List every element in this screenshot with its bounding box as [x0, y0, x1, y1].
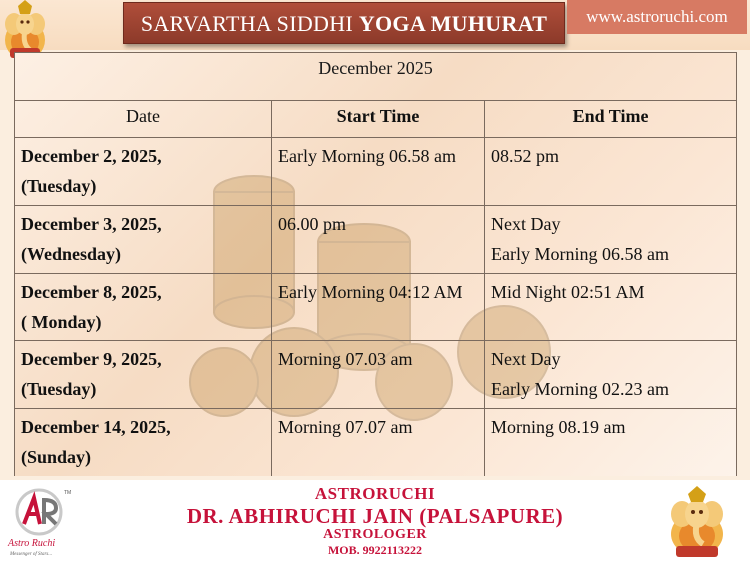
footer-role: ASTROLOGER: [323, 527, 427, 542]
weekday-line: (Tuesday): [21, 176, 97, 196]
logo-tagline: Messenger of Stars...: [10, 552, 53, 557]
end-cell: [485, 138, 737, 206]
date-cell: [15, 205, 272, 273]
end-time: 08.52 pm: [491, 146, 560, 166]
start-time: Early Morning 04:12 AM: [278, 281, 463, 302]
date-line: December 14, 2025,: [21, 417, 171, 438]
date-line: December 8, 2025,: [21, 281, 162, 302]
end-cell: [485, 205, 737, 273]
weekday-line: (Tuesday): [21, 379, 97, 400]
start-cell: [272, 273, 485, 341]
end-time-detail: Early Morning 06.58 am: [491, 243, 669, 264]
table-row: [15, 138, 737, 206]
end-time: Mid Night 02:51 AM: [491, 281, 645, 302]
column-header-end: End Time: [485, 101, 737, 138]
date-cell: [15, 273, 272, 341]
date-line: December 9, 2025,: [21, 349, 162, 370]
start-time: Morning 07.07 am: [278, 417, 413, 438]
date-line: December 3, 2025,: [21, 213, 162, 234]
start-cell: [272, 138, 485, 206]
end-cell: [485, 273, 737, 341]
muhurat-panel: [14, 52, 737, 476]
start-cell: [272, 409, 485, 476]
end-time: Morning 08.19 am: [491, 417, 626, 438]
trademark-mark: TM: [64, 490, 72, 496]
end-time: Next Day: [491, 213, 561, 234]
weekday-line: ( Monday): [21, 311, 102, 332]
column-header-start: Start Time: [272, 101, 485, 138]
month-heading: December 2025: [15, 53, 737, 101]
page-title: [123, 2, 565, 44]
date-cell: [15, 341, 272, 409]
footer-name: DR. ABHIRUCHI JAIN (PALSAPURE): [186, 504, 564, 528]
footer-mobile: MOB. 9922113222: [327, 543, 422, 557]
start-time: Early Morning 06.58 am: [278, 146, 456, 166]
date-cell: [15, 409, 272, 476]
weekday-line: (Wednesday): [21, 243, 122, 264]
muhurat-table: [14, 52, 737, 476]
table-row: [15, 341, 737, 409]
column-header-date: Date: [15, 101, 272, 138]
start-time: 06.00 pm: [278, 213, 347, 234]
end-cell: [485, 341, 737, 409]
end-time: Next Day: [491, 349, 561, 370]
end-time-detail: Early Morning 02.23 am: [491, 379, 669, 400]
start-time: Morning 07.03 am: [278, 349, 413, 370]
table-row: [15, 205, 737, 273]
footer-brand: ASTRORUCHI: [314, 484, 436, 503]
title-bold: YOGA MUHURAT: [358, 11, 548, 36]
date-cell: [15, 138, 272, 206]
table-row: [15, 273, 737, 341]
weekday-line: (Sunday): [21, 447, 92, 468]
end-cell: [485, 409, 737, 476]
start-cell: [272, 341, 485, 409]
start-cell: [272, 205, 485, 273]
table-row: [15, 409, 737, 476]
date-line: December 2, 2025,: [21, 146, 162, 166]
logo-text: Astro Ruchi: [8, 538, 56, 549]
title-light: SARVARTHA SIDDHI: [140, 11, 359, 36]
ganesha-icon: [666, 486, 728, 558]
website-link[interactable]: www.astroruchi.com: [567, 0, 747, 34]
